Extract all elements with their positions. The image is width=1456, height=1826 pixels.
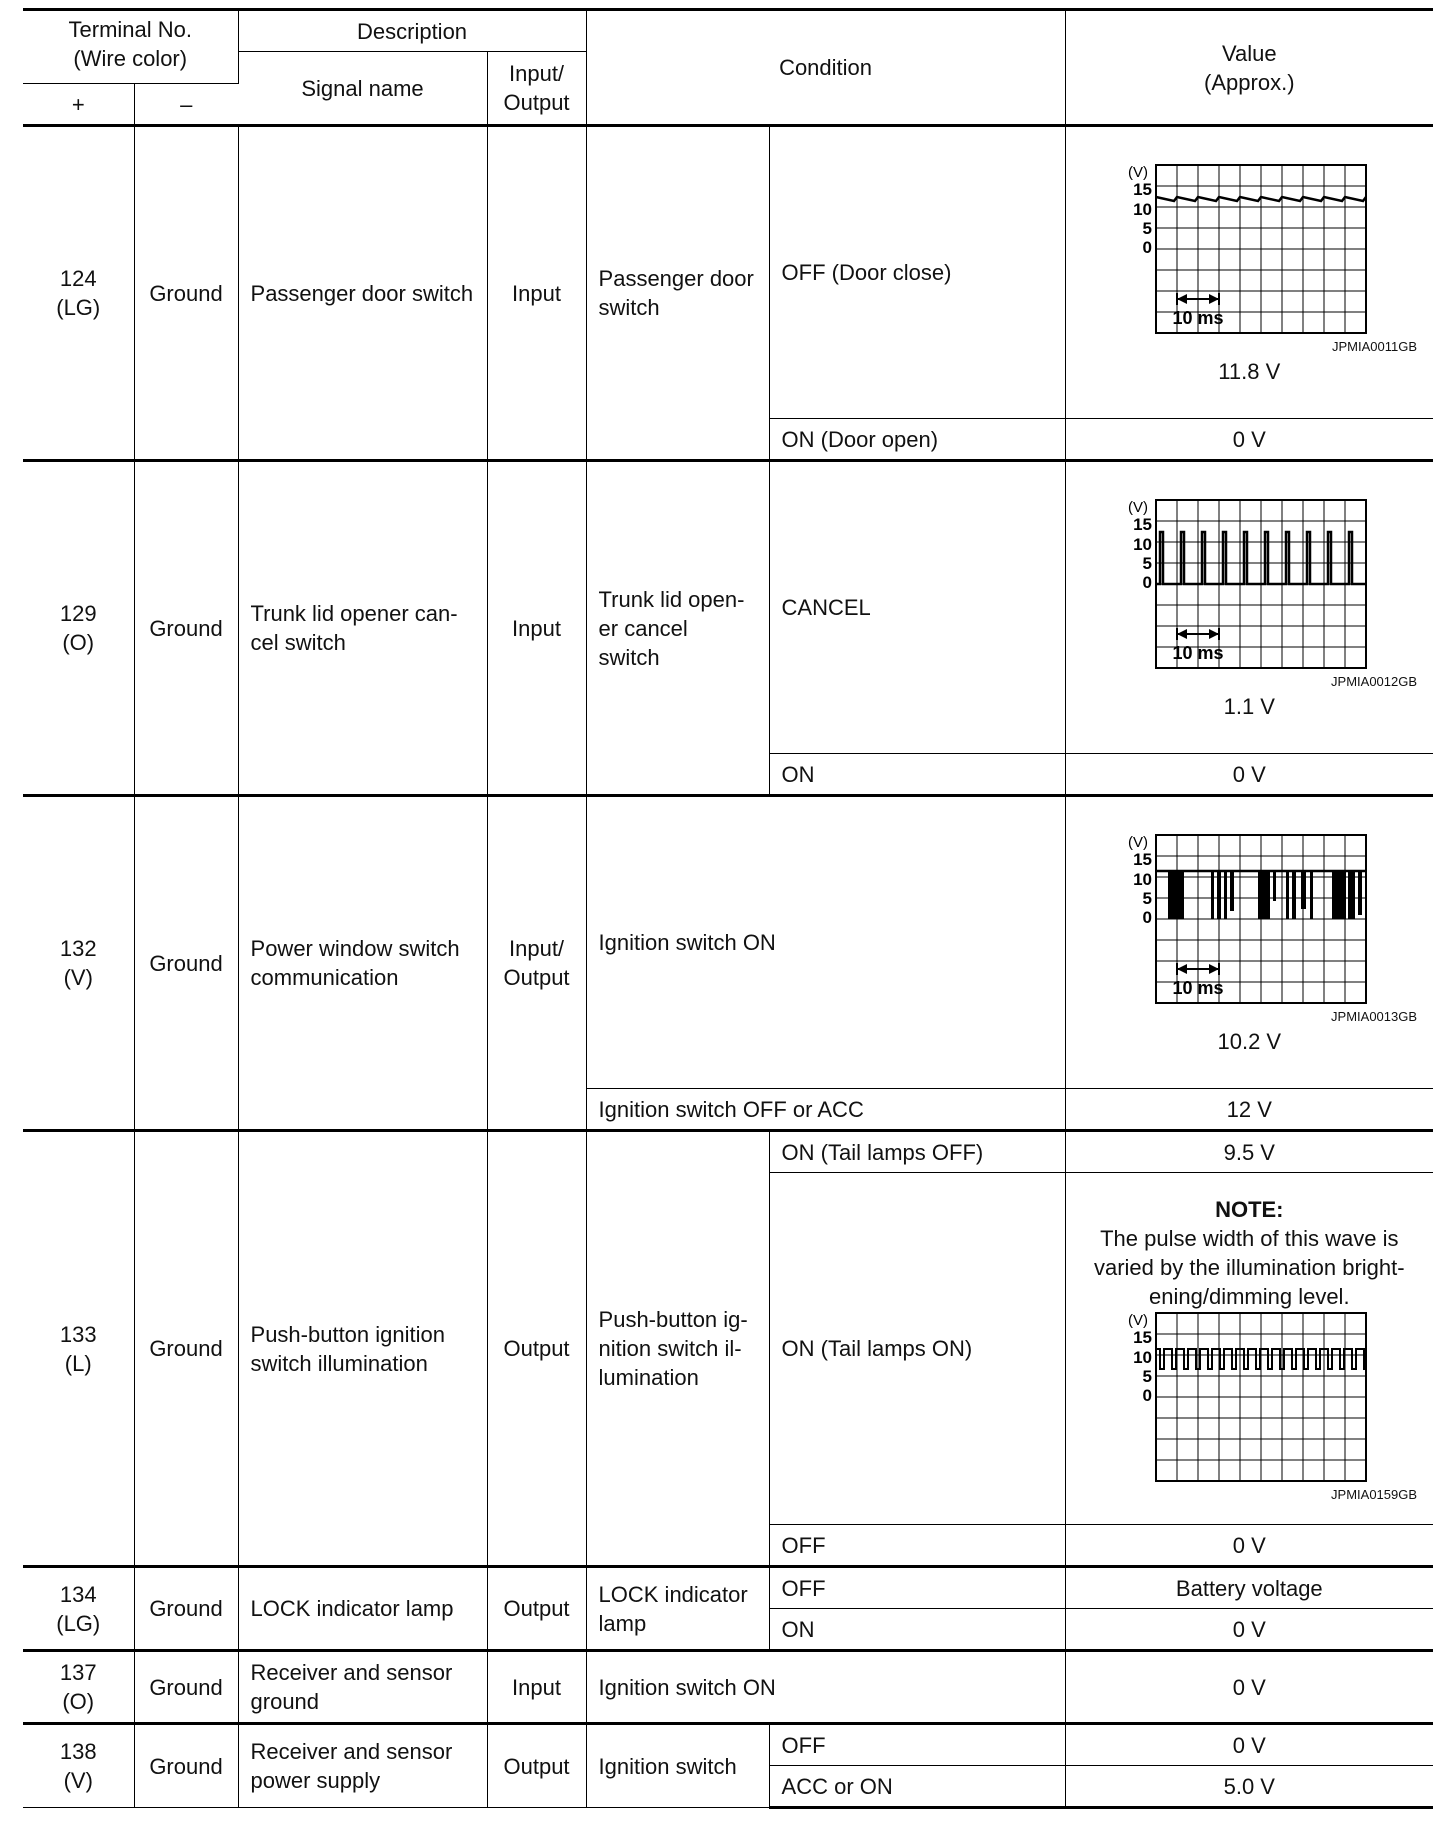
row-138-value-1: 0 V — [1065, 1724, 1433, 1766]
scope-tick-15: 15 — [1133, 850, 1153, 869]
row-133-condition-2: ON (Tail lamps ON) — [769, 1173, 1065, 1525]
scope-tick-0: 0 — [1142, 573, 1153, 592]
row-138-condition-1: OFF — [769, 1724, 1065, 1766]
row-124-value-1 — [1065, 126, 1433, 419]
row-129-group-condition: Trunk lid open- er cancel switch — [586, 461, 769, 796]
note-title: NOTE: — [1215, 1196, 1284, 1222]
row-124-condition-2: ON (Door open) — [769, 419, 1065, 461]
wire-color: (O) — [62, 1689, 95, 1714]
scope-unit-label: (V) — [1128, 499, 1149, 516]
header-condition: Condition — [586, 10, 1065, 126]
header-signal-name: Signal name — [238, 52, 487, 126]
row-133-signal-name: Push-button ignition switch illumination — [238, 1131, 487, 1567]
row-138-group-condition: Ignition switch — [586, 1724, 769, 1808]
header-value-label: Value — [1221, 40, 1277, 66]
terminal-number: 132 — [59, 936, 97, 961]
header-plus: + — [23, 84, 134, 126]
wire-color: (V) — [63, 965, 93, 990]
row-124-terminal — [23, 126, 134, 461]
row-133-input-output: Output — [487, 1131, 586, 1567]
oscilloscope-waveform-124 — [1124, 163, 1374, 339]
row-132-input-output: Input/ Output — [487, 796, 586, 1131]
row-134-value-1: Battery voltage — [1065, 1567, 1433, 1609]
row-134-condition-2: ON — [769, 1609, 1065, 1651]
terminal-number: 138 — [59, 1739, 97, 1764]
row-137-signal-name: Receiver and sensor ground — [238, 1651, 487, 1724]
row-138-minus: Ground — [134, 1724, 238, 1808]
oscilloscope-waveform-129 — [1124, 498, 1374, 674]
scope-tick-10: 10 — [1133, 535, 1153, 554]
figure-code: JPMIA0013GB — [1331, 1009, 1418, 1024]
terminal-number: 134 — [59, 1581, 97, 1607]
scope-tick-10: 10 — [1133, 1347, 1153, 1367]
scope-tick-5: 5 — [1142, 889, 1153, 908]
row-138-signal-name: Receiver and sensor power supply — [238, 1724, 487, 1808]
terminal-spec-sheet — [23, 8, 1433, 1809]
row-129-condition-1: CANCEL — [769, 461, 1065, 754]
row-132-minus: Ground — [134, 796, 238, 1131]
row-138-value-2: 5.0 V — [1065, 1766, 1433, 1808]
measured-value: 10.2 V — [1217, 1029, 1282, 1054]
header-minus: – — [134, 84, 238, 126]
row-124-group-condition: Passenger door switch — [586, 126, 769, 461]
measured-value: 11.8 V — [1218, 359, 1281, 384]
terminal-spec-table — [23, 8, 1433, 1809]
row-133-minus: Ground — [134, 1131, 238, 1567]
row-134-signal-name: LOCK indicator lamp — [238, 1567, 487, 1651]
row-137-terminal — [23, 1651, 134, 1724]
row-133-value-1: 9.5 V — [1065, 1131, 1433, 1173]
row-124-condition-1: OFF (Door close) — [769, 126, 1065, 419]
row-124-input-output: Input — [487, 126, 586, 461]
row-134-input-output: Output — [487, 1567, 586, 1651]
row-124-value-2: 0 V — [1065, 419, 1433, 461]
measured-value: 1.1 V — [1223, 694, 1275, 719]
scope-unit-label: (V) — [1128, 834, 1149, 851]
row-129-value-1 — [1065, 461, 1433, 754]
scope-tick-0: 0 — [1142, 238, 1153, 257]
wire-color: (V) — [63, 1768, 93, 1793]
scope-tick-10: 10 — [1133, 200, 1153, 219]
scope-unit-label: (V) — [1128, 164, 1149, 181]
scope-tick-15: 15 — [1133, 1327, 1153, 1347]
terminal-number: 129 — [59, 601, 97, 626]
row-133-value-2 — [1065, 1173, 1433, 1525]
header-input-output: Input/ Output — [487, 52, 586, 126]
figure-code: JPMIA0011GB — [1332, 339, 1418, 354]
row-132-value-2: 12 V — [1065, 1089, 1433, 1131]
row-133-value-3: 0 V — [1065, 1525, 1433, 1567]
row-134-value-2: 0 V — [1065, 1609, 1433, 1651]
row-133-group-condition: Push-button ig- nition switch il- lumination — [586, 1131, 769, 1567]
wire-color: (LG) — [56, 295, 101, 320]
row-134-group-condition: LOCK indicator lamp — [586, 1567, 769, 1651]
row-129-condition-2: ON — [769, 754, 1065, 796]
scope-tick-15: 15 — [1133, 515, 1153, 534]
oscilloscope-waveform-132 — [1124, 833, 1374, 1009]
row-129-minus: Ground — [134, 461, 238, 796]
note-text: The pulse width of this wave is varied by the illumination bright- ening/dimming level. — [1093, 1225, 1405, 1309]
oscilloscope-waveform-133 — [1124, 1311, 1374, 1487]
figure-code: JPMIA0159GB — [1331, 1486, 1418, 1502]
scope-tick-5: 5 — [1142, 554, 1153, 573]
row-137-value-1: 0 V — [1065, 1651, 1433, 1724]
row-134-terminal — [23, 1567, 134, 1651]
row-132-signal-name: Power window switch communication — [238, 796, 487, 1131]
row-129-signal-name: Trunk lid opener can- cel switch — [238, 461, 487, 796]
header-terminal-label: Terminal No. — [68, 17, 192, 42]
scope-tick-5: 5 — [1142, 219, 1153, 238]
row-132-condition-2: Ignition switch OFF or ACC — [586, 1089, 1065, 1131]
row-124-signal-name: Passenger door switch — [238, 126, 487, 461]
scope-tick-0: 0 — [1142, 908, 1153, 927]
row-133-condition-3: OFF — [769, 1525, 1065, 1567]
scope-tick-5: 5 — [1142, 1366, 1153, 1386]
wire-color: (O) — [62, 630, 95, 655]
time-scale-label: 10 ms — [1172, 643, 1224, 663]
row-133-terminal — [23, 1131, 134, 1567]
header-value — [1065, 10, 1433, 126]
row-124-minus: Ground — [134, 126, 238, 461]
row-129-input-output: Input — [487, 461, 586, 796]
terminal-number: 137 — [59, 1660, 97, 1685]
wire-color: (L) — [64, 1350, 92, 1376]
row-132-condition-1: Ignition switch ON — [586, 796, 1065, 1089]
row-132-value-1 — [1065, 796, 1433, 1089]
terminal-number: 124 — [59, 266, 97, 291]
note-block — [1072, 1195, 1428, 1311]
scope-tick-10: 10 — [1133, 870, 1153, 889]
row-137-input-output: Input — [487, 1651, 586, 1724]
row-132-terminal — [23, 796, 134, 1131]
row-134-minus: Ground — [134, 1567, 238, 1651]
time-scale-label: 10 ms — [1172, 978, 1224, 998]
row-134-condition-1: OFF — [769, 1567, 1065, 1609]
header-terminal-no — [23, 10, 238, 84]
header-description: Description — [238, 10, 586, 52]
row-138-input-output: Output — [487, 1724, 586, 1808]
figure-code: JPMIA0012GB — [1331, 674, 1418, 689]
row-137-condition-1: Ignition switch ON — [586, 1651, 1065, 1724]
row-133-condition-1: ON (Tail lamps OFF) — [769, 1131, 1065, 1173]
row-129-terminal — [23, 461, 134, 796]
wire-color: (LG) — [56, 1610, 101, 1636]
time-scale-label: 10 ms — [1172, 308, 1224, 328]
header-approx-label: (Approx.) — [1204, 69, 1295, 95]
row-137-minus: Ground — [134, 1651, 238, 1724]
scope-unit-label: (V) — [1128, 1311, 1149, 1329]
scope-tick-15: 15 — [1133, 180, 1153, 199]
row-129-value-2: 0 V — [1065, 754, 1433, 796]
terminal-number: 133 — [59, 1321, 97, 1347]
row-138-condition-2: ACC or ON — [769, 1766, 1065, 1808]
row-138-terminal — [23, 1724, 134, 1808]
scope-tick-0: 0 — [1142, 1385, 1153, 1405]
header-wire-color-label: (Wire color) — [73, 46, 188, 71]
